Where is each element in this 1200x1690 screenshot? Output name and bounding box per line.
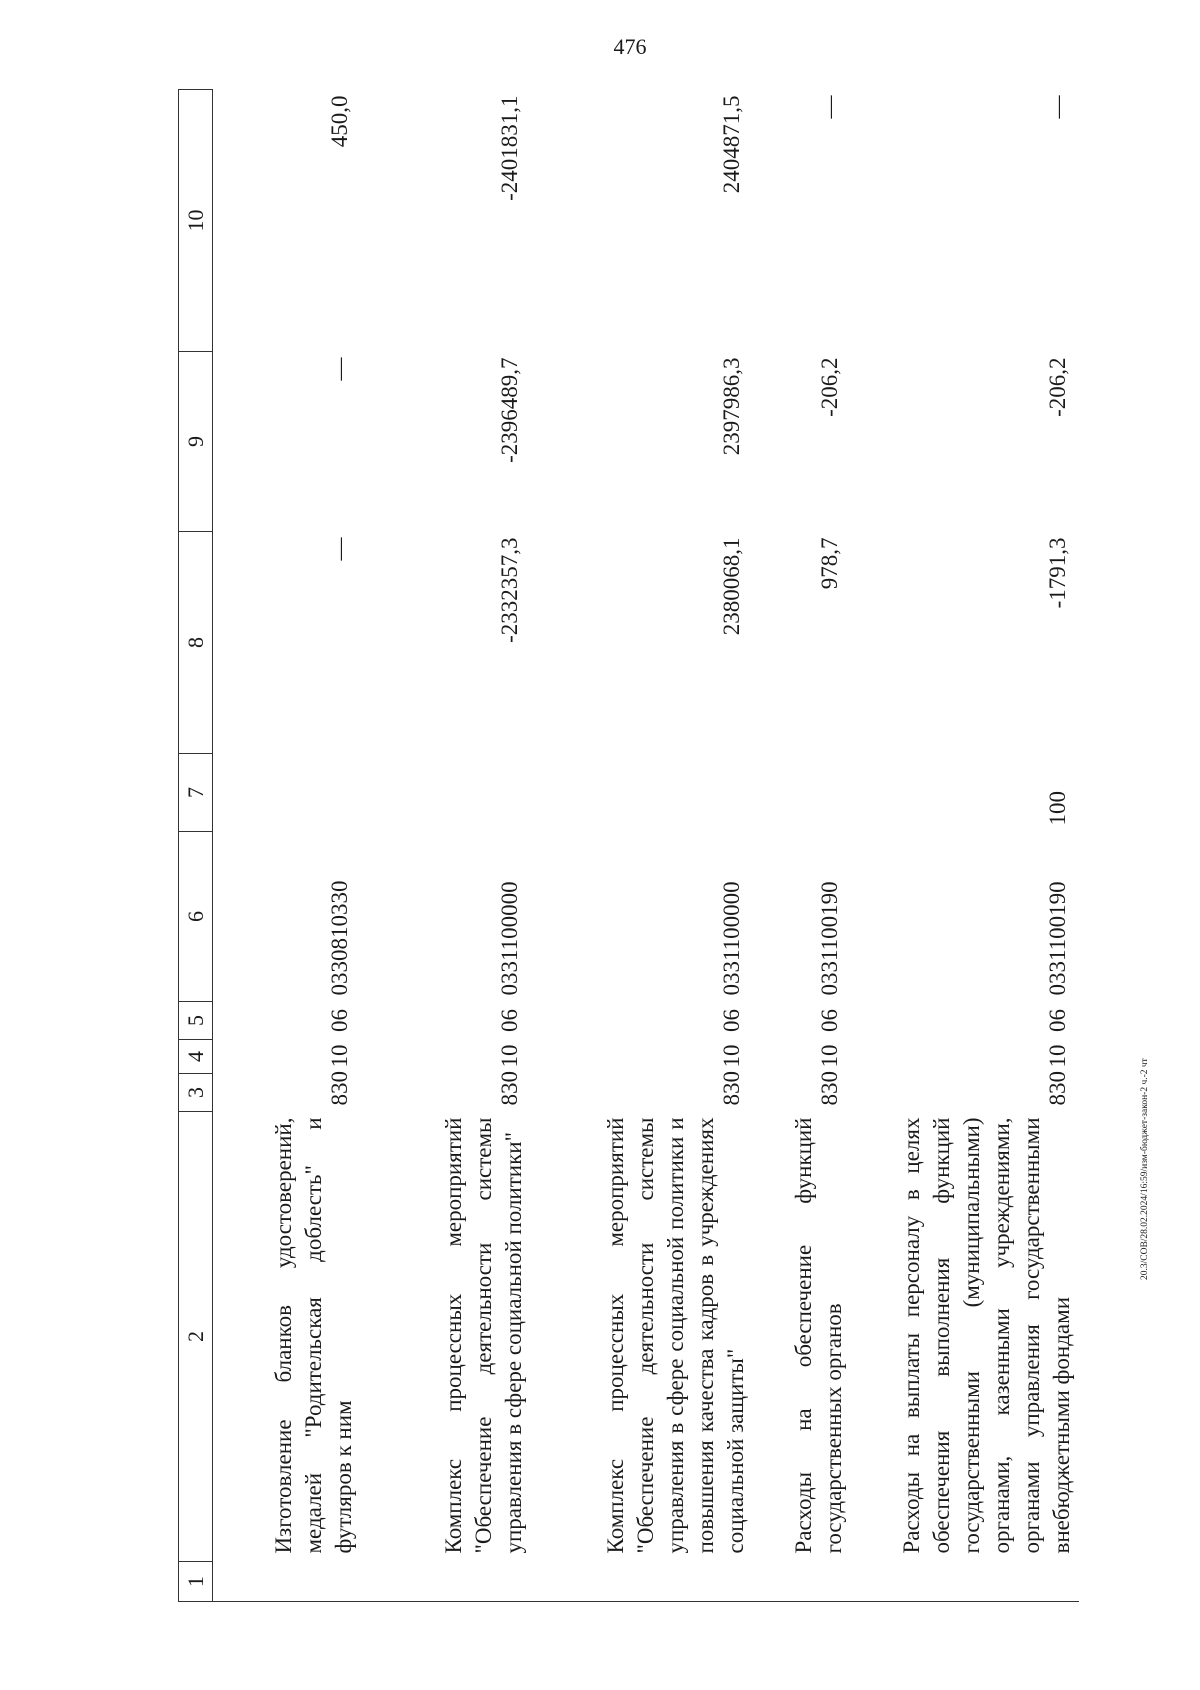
row-col-9: 2397986,3 [718,357,744,456]
row-col-1 [213,1562,361,1602]
budget-table-rotated [178,90,1088,1602]
header-col-8: 8 [179,532,213,754]
row-col-10: 2404871,5 [718,95,744,194]
row-col-8: -1791,3 [1044,537,1070,609]
table-row [213,90,361,1602]
row-col-3: 830 [496,1071,522,1106]
row-col-9: — [326,357,352,381]
row-col-4: 10 [326,1044,352,1068]
row-col-7 [531,754,753,832]
header-col-4: 4 [179,1040,213,1074]
row-col-9: -206,2 [816,357,842,417]
row-name: Расходы на выплаты персоналу в целях обеспечения выполнения функций государственными (муниципальными) органами, казенными учреждениями, органами управления государственными внебюджетными фондами [898,1117,1074,1554]
row-name: Комплекс процессных мероприятий "Обеспечение деятельности системы управления в сфере социальной политики" [440,1117,526,1554]
row-col-5: 06 [496,1009,522,1032]
row-col-6: 0331100190 [1044,881,1070,996]
row-col-4: 10 [1044,1044,1070,1068]
header-col-1: 1 [179,1562,213,1602]
row-col-7: 100 [1044,791,1070,826]
row-col-10: — [1044,95,1070,119]
row-col-7 [753,754,851,832]
row-col-1 [361,1562,531,1602]
row-name: Изготовление бланков удостоверений, медалей "Родительская доблесть" и футляров к ним [270,1117,356,1554]
header-col-3: 3 [179,1074,213,1112]
header-col-5: 5 [179,1002,213,1040]
row-col-10: 450,0 [326,95,352,148]
row-col-3: 830 [718,1071,744,1106]
row-col-7 [361,754,531,832]
row-col-3: 830 [326,1071,352,1106]
row-col-5: 06 [326,1009,352,1032]
row-col-1 [753,1562,851,1602]
table-row [531,90,753,1602]
header-col-10: 10 [179,90,213,352]
row-col-5: 06 [718,1009,744,1032]
table-row [361,90,531,1602]
table-row [753,90,851,1602]
row-col-9: -206,2 [1044,357,1070,417]
row-col-6: 0331100000 [496,881,522,996]
budget-table [178,89,1079,1602]
row-col-8: -2332357,3 [496,537,522,643]
row-col-6: 0331100190 [816,881,842,996]
row-col-5: 06 [816,1009,842,1032]
row-name: Комплекс процессных мероприятий "Обеспечение деятельности системы управления в сфере социальной политики и повышения качества кадров в учреждениях социальной защиты" [602,1117,748,1554]
row-col-8: 2380068,1 [718,537,744,636]
header-row [179,90,213,1602]
row-col-1 [531,1562,753,1602]
footer-note: 20.3/СОВ/28.02.2024/16:59/изм-бюджет-закон-2 ч.-2 чт [1140,1058,1150,1280]
row-col-8: — [326,537,352,561]
row-col-6: 0331100000 [718,881,744,996]
row-col-5: 06 [1044,1009,1070,1032]
header-col-7: 7 [179,754,213,832]
row-col-10: — [816,95,842,119]
header-col-6: 6 [179,832,213,1002]
row-col-7 [213,754,361,832]
row-col-8: 978,7 [816,537,842,590]
header-col-9: 9 [179,352,213,532]
row-col-3: 830 [1044,1071,1070,1106]
row-col-6: 0330810330 [326,880,352,996]
row-col-9: -2396489,7 [496,357,522,463]
row-col-4: 10 [816,1044,842,1068]
page-number: 476 [613,34,647,59]
row-name: Расходы на обеспечение функций государственных органов [790,1117,846,1554]
row-col-10: -2401831,1 [496,95,522,201]
table-row [851,90,1079,1602]
row-col-3: 830 [816,1071,842,1106]
row-col-4: 10 [496,1044,522,1068]
row-col-1 [851,1562,1079,1602]
row-col-4: 10 [718,1044,744,1068]
header-col-2: 2 [179,1112,213,1562]
